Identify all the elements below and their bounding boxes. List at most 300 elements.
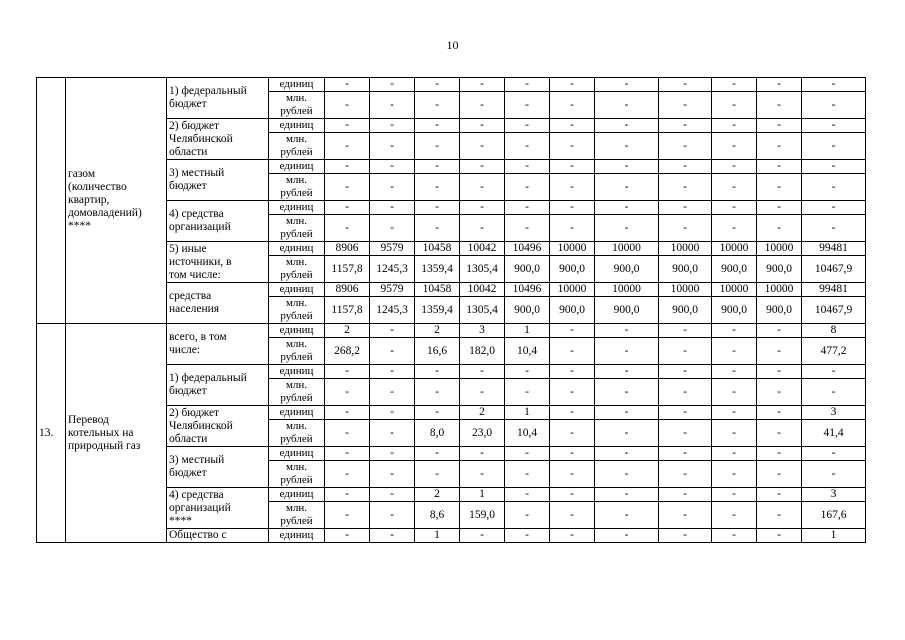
value-cell: 182,0 [460, 338, 505, 365]
value-cell: - [757, 201, 802, 215]
measure-name-text: газом (количество квартир, домовладений) **** [68, 168, 142, 232]
value-cell: - [370, 447, 415, 461]
value-cell: - [550, 420, 595, 447]
funding-source-label: Общество с [169, 529, 227, 541]
unit-money [269, 338, 325, 365]
unit-money [269, 461, 325, 488]
value-cell: - [325, 502, 370, 529]
value-cell: - [712, 133, 757, 160]
value-cell: 900,0 [659, 256, 712, 283]
value-cell: - [550, 529, 595, 543]
unit-money-text: млн. рублей [280, 379, 313, 404]
value-cell: - [712, 488, 757, 502]
value-cell: 900,0 [757, 256, 802, 283]
unit-money [269, 174, 325, 201]
value-cell: - [370, 365, 415, 379]
page-number: 10 [446, 38, 459, 52]
value-cell: - [325, 174, 370, 201]
value-cell: 1245,3 [370, 297, 415, 324]
funding-source-label: 3) местный бюджет [169, 454, 225, 479]
value-cell: 10000 [757, 283, 802, 297]
value-cell: - [712, 215, 757, 242]
value-cell: - [712, 92, 757, 119]
value-cell: - [550, 461, 595, 488]
unit-money-text: млн. рублей [280, 133, 313, 158]
value-cell: - [659, 174, 712, 201]
unit-money-text: млн. рублей [280, 256, 313, 281]
value-cell: - [460, 160, 505, 174]
unit-count: единиц [269, 365, 325, 379]
funding-source [167, 119, 269, 160]
value-cell: - [595, 324, 659, 338]
value-cell: - [802, 92, 866, 119]
value-cell: - [757, 365, 802, 379]
value-cell: - [659, 488, 712, 502]
value-cell: 8 [802, 324, 866, 338]
value-cell: 1359,4 [415, 297, 460, 324]
value-cell: - [415, 447, 460, 461]
value-cell: - [712, 160, 757, 174]
value-cell: 10,4 [505, 338, 550, 365]
unit-money [269, 297, 325, 324]
funding-source-label: 2) бюджет Челябинской области [169, 119, 233, 158]
value-cell: - [802, 365, 866, 379]
value-cell: - [325, 133, 370, 160]
value-cell: - [505, 447, 550, 461]
value-cell: - [370, 338, 415, 365]
value-cell: - [460, 215, 505, 242]
value-cell: - [505, 365, 550, 379]
value-cell: - [712, 78, 757, 92]
value-cell: - [325, 406, 370, 420]
value-cell: 10042 [460, 283, 505, 297]
table-row [37, 78, 866, 92]
unit-count: единиц [269, 242, 325, 256]
value-cell: - [370, 324, 415, 338]
unit-money-text: млн. рублей [280, 461, 313, 486]
value-cell: 2 [325, 324, 370, 338]
value-cell: 900,0 [550, 297, 595, 324]
funding-source-label: 2) бюджет Челябинской области [169, 406, 233, 445]
value-cell: - [325, 78, 370, 92]
value-cell: - [505, 133, 550, 160]
value-cell: - [757, 529, 802, 543]
value-cell: - [595, 133, 659, 160]
value-cell: - [505, 78, 550, 92]
value-cell: - [659, 119, 712, 133]
value-cell: 10000 [550, 283, 595, 297]
value-cell: 9579 [370, 283, 415, 297]
value-cell: - [712, 379, 757, 406]
value-cell: - [415, 174, 460, 201]
value-cell: - [802, 215, 866, 242]
value-cell: 16,6 [415, 338, 460, 365]
value-cell: - [757, 379, 802, 406]
value-cell: 900,0 [595, 256, 659, 283]
value-cell: - [659, 133, 712, 160]
value-cell: - [659, 420, 712, 447]
value-cell: - [550, 160, 595, 174]
value-cell: 2 [415, 324, 460, 338]
value-cell: - [505, 488, 550, 502]
value-cell: 99481 [802, 242, 866, 256]
value-cell: 167,6 [802, 502, 866, 529]
value-cell: - [325, 365, 370, 379]
value-cell: - [550, 324, 595, 338]
value-cell: - [659, 201, 712, 215]
unit-money [269, 502, 325, 529]
value-cell: - [595, 215, 659, 242]
value-cell: - [415, 78, 460, 92]
value-cell: - [595, 160, 659, 174]
value-cell: - [595, 406, 659, 420]
funding-source-label: 3) местный бюджет [169, 167, 225, 192]
funding-source [167, 488, 269, 529]
value-cell: 1 [415, 529, 460, 543]
value-cell: - [370, 201, 415, 215]
value-cell: - [325, 160, 370, 174]
value-cell: 10000 [659, 283, 712, 297]
value-cell: - [505, 461, 550, 488]
measure-name-text: Перевод котельных на природный газ [68, 413, 141, 452]
value-cell: - [757, 92, 802, 119]
value-cell: 10,4 [505, 420, 550, 447]
value-cell: - [659, 379, 712, 406]
value-cell: 1305,4 [460, 256, 505, 283]
value-cell: - [802, 379, 866, 406]
value-cell: - [757, 420, 802, 447]
row-number [37, 324, 66, 543]
value-cell: - [757, 461, 802, 488]
value-cell: - [712, 174, 757, 201]
funding-source [167, 160, 269, 201]
value-cell: - [712, 529, 757, 543]
value-cell: 10000 [757, 242, 802, 256]
value-cell: - [460, 379, 505, 406]
value-cell: 10458 [415, 242, 460, 256]
value-cell: 268,2 [325, 338, 370, 365]
value-cell: 1305,4 [460, 297, 505, 324]
value-cell: - [370, 160, 415, 174]
value-cell: - [659, 365, 712, 379]
value-cell: 10000 [712, 242, 757, 256]
value-cell: - [595, 502, 659, 529]
value-cell: 1 [505, 324, 550, 338]
value-cell: 900,0 [712, 297, 757, 324]
value-cell: - [460, 529, 505, 543]
value-cell: - [550, 365, 595, 379]
unit-money-text: млн. рублей [280, 502, 313, 527]
value-cell: 1157,8 [325, 256, 370, 283]
funding-source-label: 5) иные источники, в том числе: [169, 242, 232, 281]
funding-source-label: всего, в том числе: [169, 331, 227, 356]
value-cell: - [802, 119, 866, 133]
value-cell: - [370, 215, 415, 242]
value-cell: - [595, 529, 659, 543]
value-cell: - [550, 379, 595, 406]
value-cell: 900,0 [757, 297, 802, 324]
value-cell: - [595, 379, 659, 406]
value-cell: 10000 [595, 242, 659, 256]
value-cell: - [802, 133, 866, 160]
value-cell: 23,0 [460, 420, 505, 447]
value-cell: - [757, 324, 802, 338]
funding-source [167, 324, 269, 365]
funding-source [167, 406, 269, 447]
value-cell: - [550, 174, 595, 201]
value-cell: - [757, 215, 802, 242]
value-cell: 900,0 [595, 297, 659, 324]
value-cell: - [802, 78, 866, 92]
funding-source-label: 1) федеральный бюджет [169, 372, 247, 397]
unit-money [269, 420, 325, 447]
unit-money-text: млн. рублей [280, 297, 313, 322]
value-cell: - [370, 119, 415, 133]
funding-source-label: 1) федеральный бюджет [169, 85, 247, 110]
value-cell: 1157,8 [325, 297, 370, 324]
value-cell: 1 [460, 488, 505, 502]
value-cell: - [370, 406, 415, 420]
unit-money [269, 92, 325, 119]
value-cell: - [505, 379, 550, 406]
value-cell: - [370, 420, 415, 447]
value-cell: - [659, 324, 712, 338]
value-cell: 1 [505, 406, 550, 420]
value-cell: - [802, 174, 866, 201]
value-cell: - [659, 461, 712, 488]
table-row [37, 324, 866, 338]
unit-money-text: млн. рублей [280, 420, 313, 445]
value-cell: - [659, 447, 712, 461]
value-cell: 900,0 [712, 256, 757, 283]
value-cell: - [415, 461, 460, 488]
value-cell: - [325, 119, 370, 133]
unit-money [269, 215, 325, 242]
value-cell: - [659, 338, 712, 365]
unit-count: единиц [269, 119, 325, 133]
value-cell: - [712, 406, 757, 420]
value-cell: - [659, 529, 712, 543]
value-cell: 10042 [460, 242, 505, 256]
value-cell: - [757, 78, 802, 92]
value-cell: - [757, 160, 802, 174]
value-cell: - [550, 119, 595, 133]
value-cell: - [712, 365, 757, 379]
value-cell: - [460, 365, 505, 379]
value-cell: - [757, 338, 802, 365]
value-cell: - [802, 447, 866, 461]
value-cell: - [325, 92, 370, 119]
value-cell: - [659, 502, 712, 529]
value-cell: - [802, 160, 866, 174]
value-cell: - [659, 160, 712, 174]
value-cell: - [550, 406, 595, 420]
value-cell: - [659, 406, 712, 420]
value-cell: 2 [415, 488, 460, 502]
value-cell: - [712, 324, 757, 338]
funding-source [167, 529, 269, 543]
value-cell: - [802, 461, 866, 488]
value-cell: 41,4 [802, 420, 866, 447]
funding-source [167, 242, 269, 283]
value-cell: - [757, 502, 802, 529]
funding-source-label: 4) средства организаций [169, 208, 231, 233]
value-cell: - [460, 174, 505, 201]
funding-source [167, 365, 269, 406]
value-cell: - [659, 215, 712, 242]
value-cell: - [415, 406, 460, 420]
value-cell: - [757, 406, 802, 420]
unit-count: единиц [269, 201, 325, 215]
value-cell: - [595, 92, 659, 119]
value-cell: - [370, 133, 415, 160]
value-cell: - [415, 201, 460, 215]
funding-table [36, 77, 866, 543]
value-cell: - [460, 133, 505, 160]
value-cell: 8906 [325, 283, 370, 297]
value-cell: - [595, 488, 659, 502]
row-number-text: 13. [39, 426, 54, 439]
value-cell: - [415, 92, 460, 119]
value-cell: 1 [802, 529, 866, 543]
value-cell: - [370, 488, 415, 502]
value-cell: - [550, 133, 595, 160]
value-cell: - [505, 160, 550, 174]
value-cell: - [325, 379, 370, 406]
value-cell: 900,0 [505, 297, 550, 324]
value-cell: 8,0 [415, 420, 460, 447]
value-cell: 1359,4 [415, 256, 460, 283]
value-cell: - [415, 119, 460, 133]
unit-count: единиц [269, 78, 325, 92]
value-cell: - [325, 488, 370, 502]
value-cell: - [712, 420, 757, 447]
value-cell: - [595, 461, 659, 488]
value-cell: 477,2 [802, 338, 866, 365]
value-cell: - [757, 119, 802, 133]
value-cell: - [325, 215, 370, 242]
funding-source-label: средства населения [169, 290, 220, 315]
value-cell: - [595, 174, 659, 201]
value-cell: - [712, 338, 757, 365]
unit-count: единиц [269, 406, 325, 420]
value-cell: 10000 [659, 242, 712, 256]
value-cell: 10467,9 [802, 297, 866, 324]
value-cell: - [460, 92, 505, 119]
unit-count: единиц [269, 283, 325, 297]
funding-source-label: 4) средства организаций **** [169, 488, 231, 527]
value-cell: - [505, 201, 550, 215]
value-cell: 10000 [712, 283, 757, 297]
funding-source [167, 447, 269, 488]
value-cell: 10496 [505, 242, 550, 256]
value-cell: 900,0 [505, 256, 550, 283]
value-cell: 3 [460, 324, 505, 338]
value-cell: - [712, 447, 757, 461]
value-cell: - [550, 447, 595, 461]
measure-name [66, 324, 167, 543]
value-cell: - [505, 502, 550, 529]
unit-money-text: млн. рублей [280, 215, 313, 240]
value-cell: 1245,3 [370, 256, 415, 283]
value-cell: 3 [802, 488, 866, 502]
measure-name [66, 78, 167, 324]
value-cell: 2 [460, 406, 505, 420]
value-cell: 159,0 [460, 502, 505, 529]
value-cell: - [505, 119, 550, 133]
value-cell: - [370, 379, 415, 406]
value-cell: 8,6 [415, 502, 460, 529]
value-cell: - [505, 529, 550, 543]
value-cell: - [460, 447, 505, 461]
unit-count: единиц [269, 324, 325, 338]
value-cell: - [550, 488, 595, 502]
value-cell: - [550, 92, 595, 119]
value-cell: - [415, 215, 460, 242]
value-cell: 10496 [505, 283, 550, 297]
value-cell: - [325, 461, 370, 488]
value-cell: - [370, 174, 415, 201]
value-cell: 10000 [595, 283, 659, 297]
value-cell: - [550, 78, 595, 92]
unit-count: единиц [269, 160, 325, 174]
value-cell: - [550, 338, 595, 365]
value-cell: - [659, 78, 712, 92]
value-cell: - [550, 215, 595, 242]
value-cell: - [325, 201, 370, 215]
value-cell: 10458 [415, 283, 460, 297]
value-cell: - [712, 119, 757, 133]
unit-money-text: млн. рублей [280, 174, 313, 199]
unit-money-text: млн. рублей [280, 338, 313, 363]
value-cell: - [712, 502, 757, 529]
funding-source [167, 201, 269, 242]
value-cell: - [460, 461, 505, 488]
value-cell: - [505, 92, 550, 119]
value-cell: - [595, 338, 659, 365]
value-cell: 99481 [802, 283, 866, 297]
value-cell: - [370, 529, 415, 543]
value-cell: 8906 [325, 242, 370, 256]
value-cell: - [595, 119, 659, 133]
value-cell: - [757, 174, 802, 201]
value-cell: - [415, 160, 460, 174]
value-cell: - [595, 447, 659, 461]
row-number [37, 78, 66, 324]
value-cell: - [370, 92, 415, 119]
value-cell: - [595, 420, 659, 447]
unit-count: единиц [269, 529, 325, 543]
value-cell: - [325, 529, 370, 543]
value-cell: - [370, 502, 415, 529]
value-cell: - [460, 201, 505, 215]
value-cell: 900,0 [550, 256, 595, 283]
value-cell: - [550, 201, 595, 215]
value-cell: - [415, 365, 460, 379]
value-cell: - [595, 78, 659, 92]
value-cell: - [757, 447, 802, 461]
unit-money [269, 133, 325, 160]
value-cell: - [712, 461, 757, 488]
value-cell: 3 [802, 406, 866, 420]
value-cell: - [460, 78, 505, 92]
value-cell: - [325, 447, 370, 461]
value-cell: - [415, 133, 460, 160]
value-cell: - [505, 215, 550, 242]
value-cell: - [415, 379, 460, 406]
unit-count: единиц [269, 447, 325, 461]
value-cell: - [595, 365, 659, 379]
